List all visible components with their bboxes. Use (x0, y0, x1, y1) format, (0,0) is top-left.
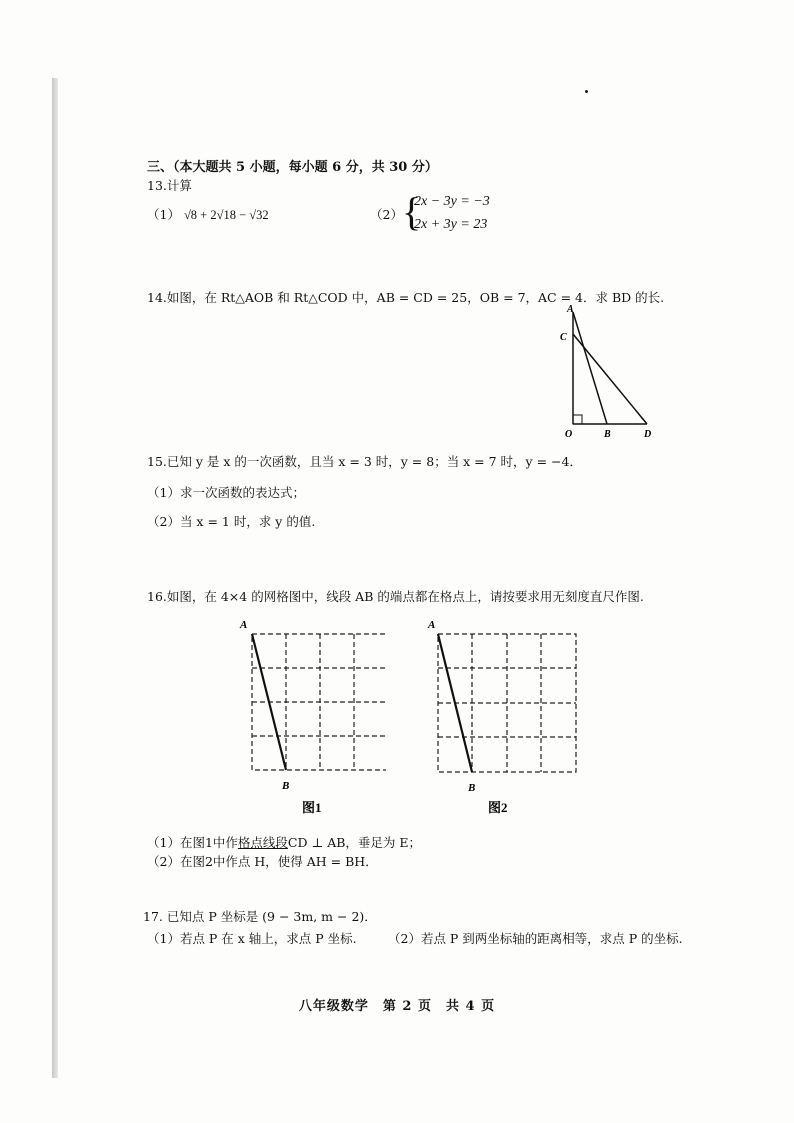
label-A: A (567, 304, 574, 315)
q16-text: 16.如图，在 4×4 的网格图中，线段 AB 的端点都在格点上，请按要求用无刻度直尺作图. (147, 589, 644, 604)
grid2-label-B: B (468, 782, 476, 794)
q13-part1-expression: √8 + 2√18 − √32 (183, 208, 269, 222)
q16-grid-figure-1 (236, 612, 386, 822)
label-O: O (565, 429, 573, 440)
q16-part1 (147, 833, 421, 851)
label-C: C (560, 332, 567, 343)
q15-text: 15.已知 y 是 x 的一次函数，且当 x = 3 时，y = 8；当 x = 7 时，y = −4． (147, 454, 582, 469)
q16-part1-underlined: 格点线段 (237, 835, 288, 850)
q14-text: 14.如图，在 Rt△AOB 和 Rt△COD 中，AB = CD = 25，OB = 7，AC = 4．求 BD 的长. (147, 290, 665, 305)
q15-part1: （1）求一次函数的表达式； (147, 485, 305, 500)
q16-grid-figure-2 (422, 612, 582, 822)
q13-title: 13.计算 (147, 178, 192, 193)
speck (585, 90, 588, 93)
q17-part2: （2）若点 P 到两坐标轴的距离相等，求点 P 的坐标. (388, 931, 683, 946)
right-angle-mark (573, 415, 582, 424)
grid2-label-A: A (428, 619, 436, 631)
q13-part1 (147, 205, 269, 223)
segment-CD (573, 334, 647, 424)
grid1-label-B: B (282, 780, 290, 792)
scan-shadow-edge (52, 78, 58, 1078)
grid1-caption: 图1 (302, 800, 322, 815)
grid2-caption: 图2 (488, 800, 508, 815)
q16-part1-suffix: CD ⊥ AB，垂足为 E； (287, 835, 422, 850)
label-D: D (644, 429, 652, 440)
label-B: B (604, 429, 611, 440)
q16-part2: （2）在图2中作点 H，使得 AH = BH． (147, 854, 378, 869)
q17-part1: （1）若点 P 在 x 轴上，求点 P 坐标. (147, 931, 357, 946)
section-heading: 三、（本大题共 5 小题，每小题 6 分，共 30 分） (147, 160, 438, 175)
page-footer: 八年级数学 第 2 页 共 4 页 (298, 999, 496, 1014)
q16-part1-prefix: （1）在图1中作 (147, 835, 238, 850)
q13-part1-label: （1） (147, 207, 180, 222)
grid1-label-A: A (240, 619, 248, 631)
q13-equation-2: 2x + 3y = 23 (414, 217, 488, 232)
q17-text: 17. 已知点 P 坐标是 (9 − 3m, m − 2)． (143, 909, 377, 924)
q13-equation-1: 2x − 3y = −3 (414, 194, 490, 209)
q13-part2-label: （2） (370, 207, 403, 222)
system-brace: { (402, 189, 422, 234)
q14-triangle-figure (555, 302, 665, 442)
q15-part2: （2）当 x = 1 时，求 y 的值. (147, 514, 316, 529)
